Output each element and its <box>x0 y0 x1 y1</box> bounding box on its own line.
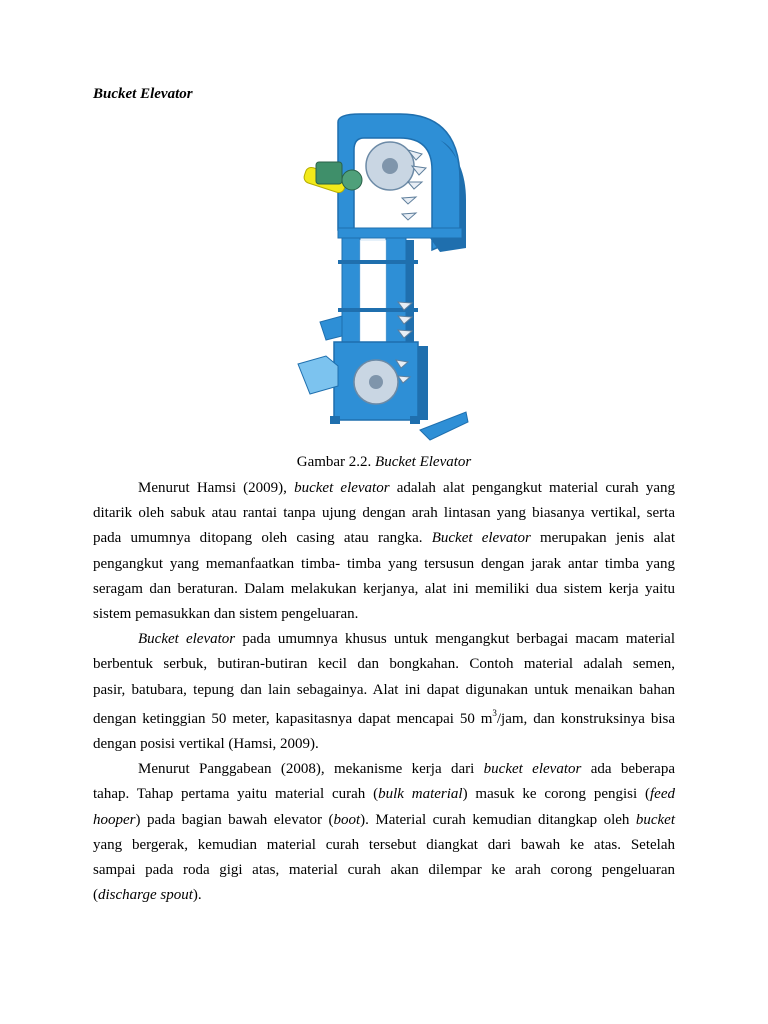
paragraph-1: Menurut Hamsi (2009), bucket elevator adalah alat pengangkut material curah yang ditarik oleh sabuk atau rantai tanpa ujung dengan arah lintasan yang biasanya vertikal, serta pada umumnya ditopang oleh casing atau rangka. Bucket elevator merupakan jenis alat pengangkut yang memanfaatkan timba- timba yang tersusun dengan jarak antar timba yang seragam dan beraturan. Dalam melakukan kerjanya, alat ini memiliki dua sistem kerja yaitu sistem pemasukkan dan sistem pengeluaran. <box>93 480 675 623</box>
gearbox <box>316 162 342 184</box>
paragraph-3: Menurut Panggabean (2008), mekanisme kerja dari bucket elevator ada beberapa tahap. Tahap pertama yaitu material curah (bulk material) masuk ke corong pengisi (feed hooper) pada bagian bawah elevator (boot). Material curah kemudian ditangkap oleh bucket yang bergerak, kemudian material curah tersebut diangkat dari bawah ke atas. Setelah sampai pada roda gigi atas, material curah akan dilempar ke arah corong pengeluaran (discharge spout). <box>93 761 675 904</box>
section-heading: Bucket Elevator <box>93 86 193 102</box>
head-frame <box>338 228 462 238</box>
trunk-left <box>342 238 360 348</box>
figure-caption: Gambar 2.2. Bucket Elevator <box>296 454 472 470</box>
paragraph-2: Bucket elevator pada umumnya khusus untuk mengangkut berbagai macam material berbentuk serbuk, butiran-butiran kecil dan bongkahan. Contoh material adalah semen, pasir, batubara, tepung dan lain sebagainya. Alat ini dapat digunakan untuk menaikan bahan dengan ketinggian 50 meter, kapasitasnya dapat mencapai 50 $m^3$/jam, dan konstruksinya bisa dengan posisi vertikal (Hamsi, 2009). <box>93 631 675 753</box>
bucket-elevator-figure <box>290 110 480 450</box>
body-text <box>93 476 675 908</box>
bucket-elevator-illustration <box>290 110 480 450</box>
feed-hopper <box>298 356 338 394</box>
